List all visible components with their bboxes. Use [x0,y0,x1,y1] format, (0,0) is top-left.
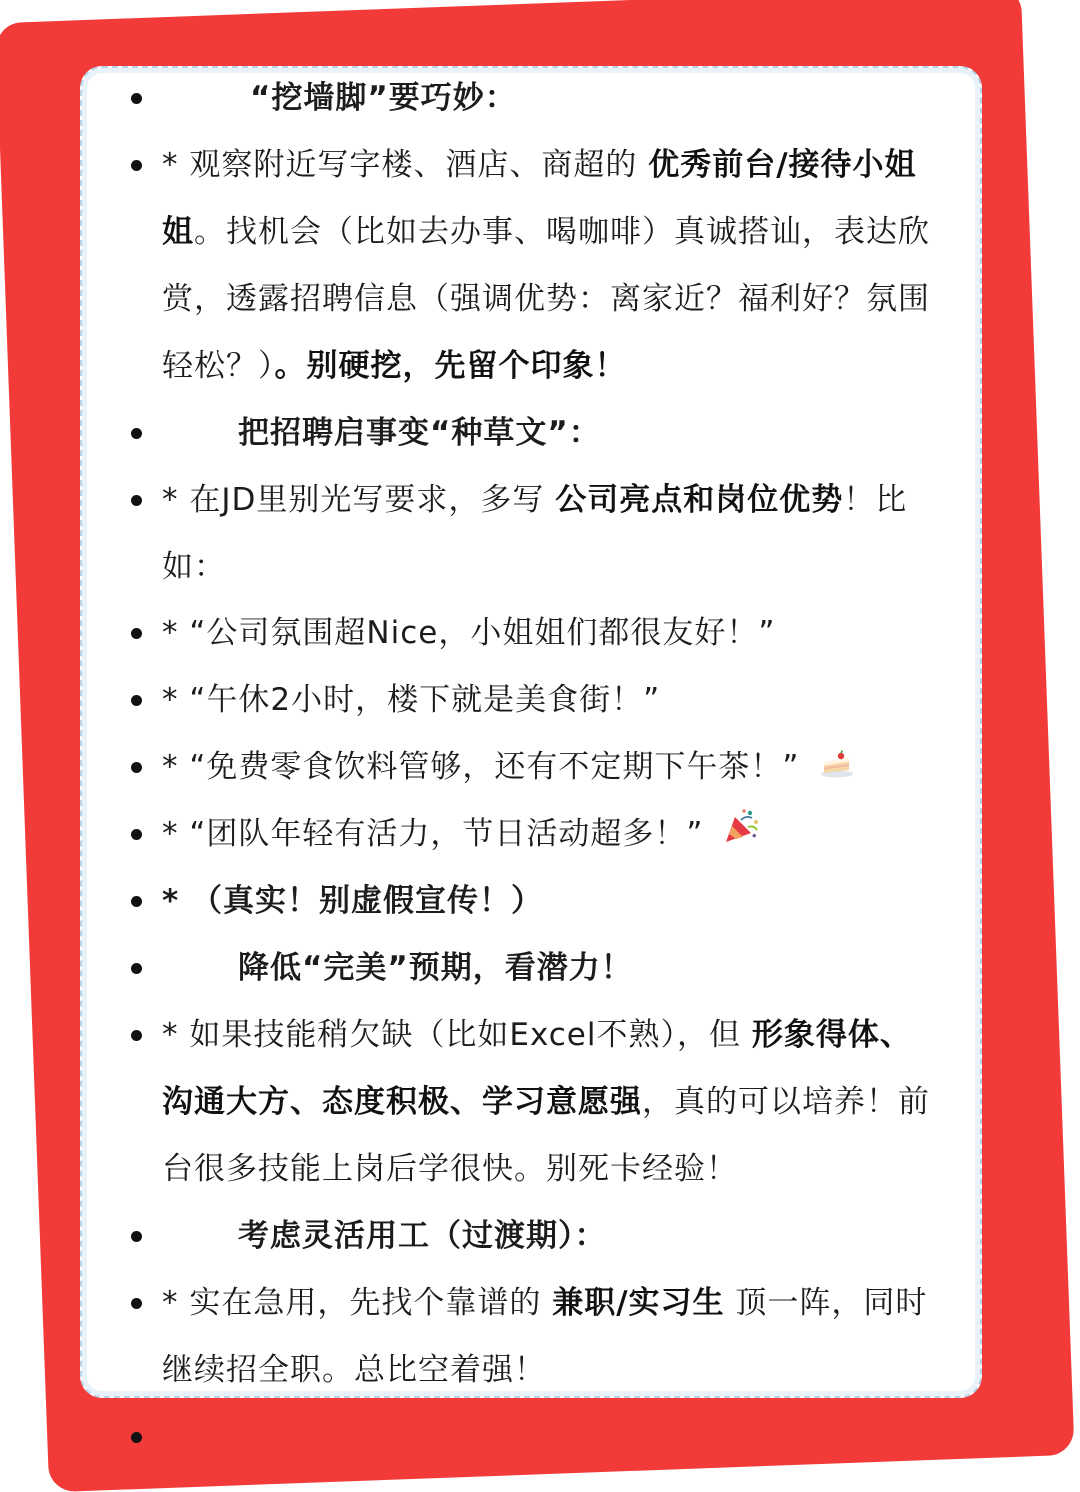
bullet-dot [131,1298,142,1309]
paragraph-line: 台很多技能上岗后学很快。别死卡经验！ [162,1151,738,1187]
paragraph-line: 沟通大方、态度积极、学习意愿强，真的可以培养！前 [162,1084,930,1120]
paragraph-line: 轻松？）。别硬挖，先留个印象！ [162,348,627,384]
bullet-dot [131,896,142,907]
list-item [0,1404,1080,1471]
paragraph-line: 如： [162,549,226,585]
bullet-dot [131,695,142,706]
list-item [0,600,1080,667]
bullet-dot [131,428,142,439]
paragraph-line: * 观察附近写字楼、酒店、商超的 优秀前台/接待小姐 [162,147,917,183]
bullet-dot [131,495,142,506]
bullet-dot [131,93,142,104]
quote-item: * “免费零食饮料管够，还有不定期下午茶！” [162,734,962,802]
bullet-dot [131,1231,142,1242]
quote-item: * “公司氛围超Nice，小姐姐们都很友好！” [162,615,776,651]
list-item [0,868,1080,935]
section-heading: 把招聘启事变“种草文”： [238,415,601,451]
list-item [0,132,1080,199]
list-item [0,667,1080,734]
paragraph-continuation [0,1069,1080,1136]
list-item [0,1002,1080,1069]
paragraph-continuation [0,333,1080,400]
paragraph-line: * 如果技能稍欠缺（比如Excel不熟），但 形象得体、 [162,1017,912,1053]
quote-item: * “团队年轻有活力，节日活动超多！” [162,801,962,869]
cake-emoji-icon [819,735,855,802]
list-item [0,467,1080,534]
section-heading: 降低“完美”预期，看潜力！ [238,950,633,986]
bullet-dot [131,628,142,639]
paragraph-line: 赏，透露招聘信息（强调优势：离家近？福利好？氛围 [162,281,930,317]
quote-item: * “午休2小时，楼下就是美食街！” [162,682,661,718]
paragraph-line: 姐。找机会（比如去办事、喝咖啡）真诚搭讪，表达欣 [162,214,930,250]
bullet-dot [131,160,142,171]
list-item [0,1203,1080,1270]
paragraph-line: * 实在急用，先找个靠谱的 兼职/实习生 顶一阵，同时 [162,1285,928,1321]
bullet-dot [131,1030,142,1041]
paragraph-continuation [0,266,1080,333]
note-item: * （真实！别虚假宣传！） [162,883,544,919]
list-item [0,935,1080,1002]
section-heading: “挖墙脚”要巧妙： [250,80,517,116]
section-heading: 考虑灵活用工（过渡期）： [238,1218,607,1254]
paragraph-line: * 在JD里别光写要求，多写 公司亮点和岗位优势！比 [162,482,908,518]
bullet-dot [131,963,142,974]
list-item [0,734,1080,801]
bullet-dot [131,762,142,773]
party-popper-emoji-icon [723,802,761,869]
paragraph-continuation [0,534,1080,601]
bullet-dot [131,1432,142,1443]
list-item [0,400,1080,467]
bullet-dot [131,829,142,840]
list-item [0,65,1080,132]
list-item [0,1270,1080,1337]
paragraph-continuation [0,199,1080,266]
list-item [0,801,1080,868]
paragraph-line: 继续招全职。总比空着强！ [162,1352,546,1388]
paragraph-continuation [0,1337,1080,1404]
paragraph-continuation [0,1136,1080,1203]
